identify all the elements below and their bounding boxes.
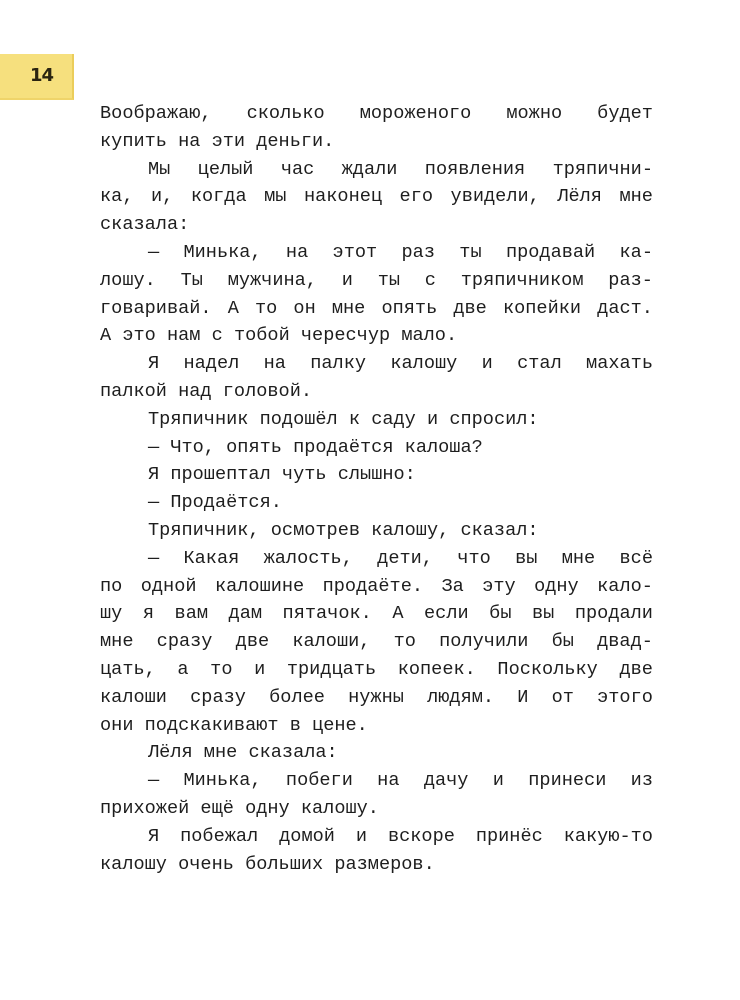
word: Поскольку bbox=[497, 658, 598, 680]
word: раз bbox=[401, 241, 435, 263]
word: он bbox=[293, 297, 316, 319]
word: этот bbox=[332, 241, 378, 263]
word: мужчина, bbox=[227, 269, 317, 291]
word: кало- bbox=[597, 575, 653, 597]
word: А bbox=[227, 297, 239, 319]
word: опять bbox=[226, 436, 282, 458]
word: мало. bbox=[401, 325, 458, 347]
word: калошу bbox=[100, 853, 167, 875]
word: дачу bbox=[423, 770, 469, 792]
word: Я bbox=[148, 464, 160, 486]
word: на bbox=[377, 770, 400, 792]
word: над bbox=[178, 380, 212, 402]
word: спросил: bbox=[449, 408, 539, 430]
word: сказала: bbox=[248, 742, 338, 764]
text-line bbox=[100, 851, 653, 879]
word: цать, bbox=[100, 658, 156, 680]
word: калоши, bbox=[292, 631, 371, 653]
word: опять bbox=[381, 297, 438, 319]
word: копеек. bbox=[397, 658, 476, 680]
word: — bbox=[148, 241, 160, 263]
word: этого bbox=[597, 686, 653, 708]
word: сразу bbox=[190, 686, 246, 708]
word: эту bbox=[482, 575, 516, 597]
word: и bbox=[492, 770, 504, 792]
word: можно bbox=[506, 103, 563, 124]
word: что bbox=[457, 547, 491, 569]
word: Какая bbox=[183, 547, 240, 569]
word: ещё bbox=[200, 797, 234, 819]
word: — bbox=[148, 547, 160, 569]
word: продаётся bbox=[293, 436, 394, 458]
word: тряпичником bbox=[460, 269, 584, 291]
word: людям. bbox=[427, 686, 495, 708]
word: слышно: bbox=[337, 464, 416, 486]
word: мне bbox=[100, 631, 134, 653]
word: Мы bbox=[148, 158, 171, 180]
text-line bbox=[100, 823, 653, 851]
text-line bbox=[100, 545, 653, 573]
word: две bbox=[619, 658, 653, 680]
text-line bbox=[100, 267, 653, 295]
word: две bbox=[235, 631, 270, 653]
word: деньги. bbox=[256, 130, 335, 152]
text-line bbox=[100, 684, 653, 712]
word: палку bbox=[310, 353, 367, 375]
word: нужны bbox=[348, 686, 404, 708]
word: тряпични- bbox=[552, 158, 653, 180]
word: побежал bbox=[180, 825, 259, 847]
word: и bbox=[341, 269, 353, 291]
word: нам bbox=[166, 325, 201, 347]
word: принёс bbox=[475, 825, 543, 847]
word: калошу. bbox=[300, 797, 379, 819]
word: прихожей bbox=[100, 797, 190, 819]
word: Воображаю, bbox=[100, 103, 212, 124]
word: и, bbox=[150, 186, 174, 208]
word: размеров. bbox=[334, 853, 435, 875]
word: к bbox=[348, 408, 361, 430]
word: целый bbox=[197, 158, 254, 180]
word: из bbox=[630, 770, 653, 792]
text-line bbox=[100, 795, 653, 823]
word: побеги bbox=[285, 770, 353, 792]
word: то bbox=[210, 658, 233, 680]
word: купить bbox=[100, 130, 167, 152]
text-line bbox=[100, 517, 653, 545]
word: когда bbox=[190, 186, 247, 208]
text-line bbox=[100, 406, 653, 434]
word: даст. bbox=[597, 297, 653, 319]
word: калошу, bbox=[371, 519, 450, 541]
word: вскоре bbox=[387, 825, 455, 847]
word: если bbox=[424, 603, 469, 625]
text-line bbox=[100, 322, 653, 350]
word: Ты bbox=[180, 269, 203, 291]
word: За bbox=[441, 575, 464, 597]
word: И bbox=[517, 686, 529, 708]
word: пятачок. bbox=[282, 603, 372, 625]
word: продавай bbox=[505, 241, 596, 263]
word: дети, bbox=[377, 547, 433, 569]
word: одну bbox=[245, 797, 290, 819]
text-line bbox=[100, 239, 653, 267]
word: одной bbox=[140, 575, 197, 597]
word: продаёте. bbox=[322, 575, 424, 597]
word: по bbox=[100, 575, 123, 597]
word: саду bbox=[371, 408, 416, 430]
word: подошёл bbox=[259, 408, 338, 430]
text-line bbox=[100, 100, 653, 128]
word: раз- bbox=[608, 269, 653, 291]
word: сколько bbox=[246, 103, 325, 124]
word: его bbox=[399, 186, 434, 208]
word: и bbox=[355, 825, 368, 847]
word: Лёля bbox=[557, 186, 602, 208]
word: Что, bbox=[170, 436, 215, 458]
page-number: 14 bbox=[30, 65, 54, 86]
word: мне bbox=[619, 186, 653, 208]
word: А bbox=[392, 603, 404, 625]
word: Минька, bbox=[183, 770, 262, 792]
text-line bbox=[100, 350, 653, 378]
word: увидели, bbox=[450, 186, 540, 208]
word: бы bbox=[551, 631, 574, 653]
text-line bbox=[100, 434, 653, 462]
word: стал bbox=[517, 353, 562, 375]
word: цене. bbox=[312, 714, 368, 736]
word: а bbox=[177, 658, 189, 680]
word: Минька, bbox=[183, 241, 262, 263]
word: махать bbox=[586, 353, 653, 375]
word: мне bbox=[561, 547, 596, 569]
text-line bbox=[100, 156, 653, 184]
word: с bbox=[424, 269, 436, 291]
word: подскакивают bbox=[144, 714, 279, 736]
word: на bbox=[263, 353, 286, 375]
text-line bbox=[100, 656, 653, 684]
word: очень bbox=[178, 853, 234, 875]
word: будет bbox=[597, 103, 653, 124]
word: вы bbox=[515, 547, 538, 569]
word: — bbox=[148, 770, 160, 792]
word: шу bbox=[100, 603, 123, 625]
word: я bbox=[142, 603, 155, 625]
word: ка- bbox=[619, 241, 653, 263]
word: надел bbox=[183, 353, 240, 375]
word: они bbox=[100, 714, 134, 736]
word: Лёля bbox=[148, 742, 193, 764]
word: ка, bbox=[100, 186, 134, 208]
word: калоши bbox=[100, 686, 167, 708]
word: осмотрев bbox=[270, 519, 361, 541]
word: ждали bbox=[341, 158, 398, 180]
word: — bbox=[148, 436, 160, 458]
text-line bbox=[100, 712, 653, 740]
text-line bbox=[100, 573, 653, 601]
word: получили bbox=[439, 631, 529, 653]
word: в bbox=[289, 714, 301, 736]
word: более bbox=[269, 686, 325, 708]
word: продали bbox=[574, 603, 653, 625]
word: час bbox=[280, 158, 315, 180]
word: всё bbox=[619, 547, 653, 569]
word: появления bbox=[424, 158, 526, 180]
word: говаривай. bbox=[100, 297, 212, 319]
word: и bbox=[426, 408, 439, 430]
word: А bbox=[100, 325, 112, 347]
word: лошу. bbox=[100, 269, 156, 291]
word: калошу bbox=[390, 353, 458, 375]
text-line bbox=[100, 739, 653, 767]
text-line bbox=[100, 600, 653, 628]
word: Продаётся. bbox=[170, 492, 282, 514]
text-line bbox=[100, 767, 653, 795]
text-line bbox=[100, 183, 653, 211]
word: ты bbox=[459, 241, 482, 263]
word: от bbox=[551, 686, 574, 708]
word: Я bbox=[148, 825, 160, 847]
word: Я bbox=[148, 353, 160, 375]
word: две bbox=[453, 297, 487, 319]
text-line bbox=[100, 489, 653, 517]
word: и bbox=[481, 353, 493, 375]
word: копейки bbox=[502, 297, 582, 319]
word: то bbox=[393, 631, 416, 653]
word: сразу bbox=[156, 631, 213, 653]
word: одну bbox=[534, 575, 579, 597]
word: мне bbox=[203, 742, 238, 764]
page-number-badge bbox=[0, 54, 74, 100]
word: домой bbox=[279, 825, 335, 847]
word: и bbox=[254, 658, 266, 680]
word: бы bbox=[489, 603, 512, 625]
word: — bbox=[148, 492, 160, 514]
word: на bbox=[285, 241, 309, 263]
text-line bbox=[100, 295, 653, 323]
word: Тряпичник, bbox=[148, 519, 260, 541]
word: больших bbox=[245, 853, 324, 875]
text-line bbox=[100, 628, 653, 656]
word: дам bbox=[228, 603, 263, 625]
word: ты bbox=[377, 269, 401, 291]
word: калошине bbox=[214, 575, 305, 597]
word: головой. bbox=[222, 380, 313, 402]
word: то bbox=[254, 297, 278, 319]
word: вам bbox=[174, 603, 209, 625]
word: мы bbox=[264, 186, 287, 208]
word: на bbox=[178, 130, 201, 152]
word: это bbox=[122, 325, 156, 347]
word: принеси bbox=[528, 770, 607, 792]
text-line bbox=[100, 211, 653, 239]
word: чуть bbox=[281, 464, 327, 486]
word: мороженого bbox=[359, 103, 472, 124]
word: вы bbox=[532, 603, 555, 625]
word: наконец bbox=[303, 186, 383, 208]
word: двад- bbox=[597, 631, 653, 653]
word: эти bbox=[211, 130, 246, 152]
word: Тряпичник bbox=[148, 408, 249, 430]
page-body-text bbox=[100, 100, 653, 878]
word: тобой bbox=[233, 325, 290, 347]
word: с bbox=[211, 325, 223, 347]
word: какую-то bbox=[563, 825, 653, 847]
text-line bbox=[100, 128, 653, 156]
text-line bbox=[100, 461, 653, 489]
word: сказал: bbox=[460, 519, 539, 541]
word: калоша? bbox=[404, 436, 483, 458]
word: тридцать bbox=[286, 658, 377, 680]
word: чересчур bbox=[300, 325, 391, 347]
word: прошептал bbox=[170, 464, 271, 486]
word: жалость, bbox=[263, 547, 353, 569]
word: мне bbox=[331, 297, 366, 319]
word: сказала: bbox=[100, 214, 190, 236]
word: палкой bbox=[100, 380, 167, 402]
text-line bbox=[100, 378, 653, 406]
